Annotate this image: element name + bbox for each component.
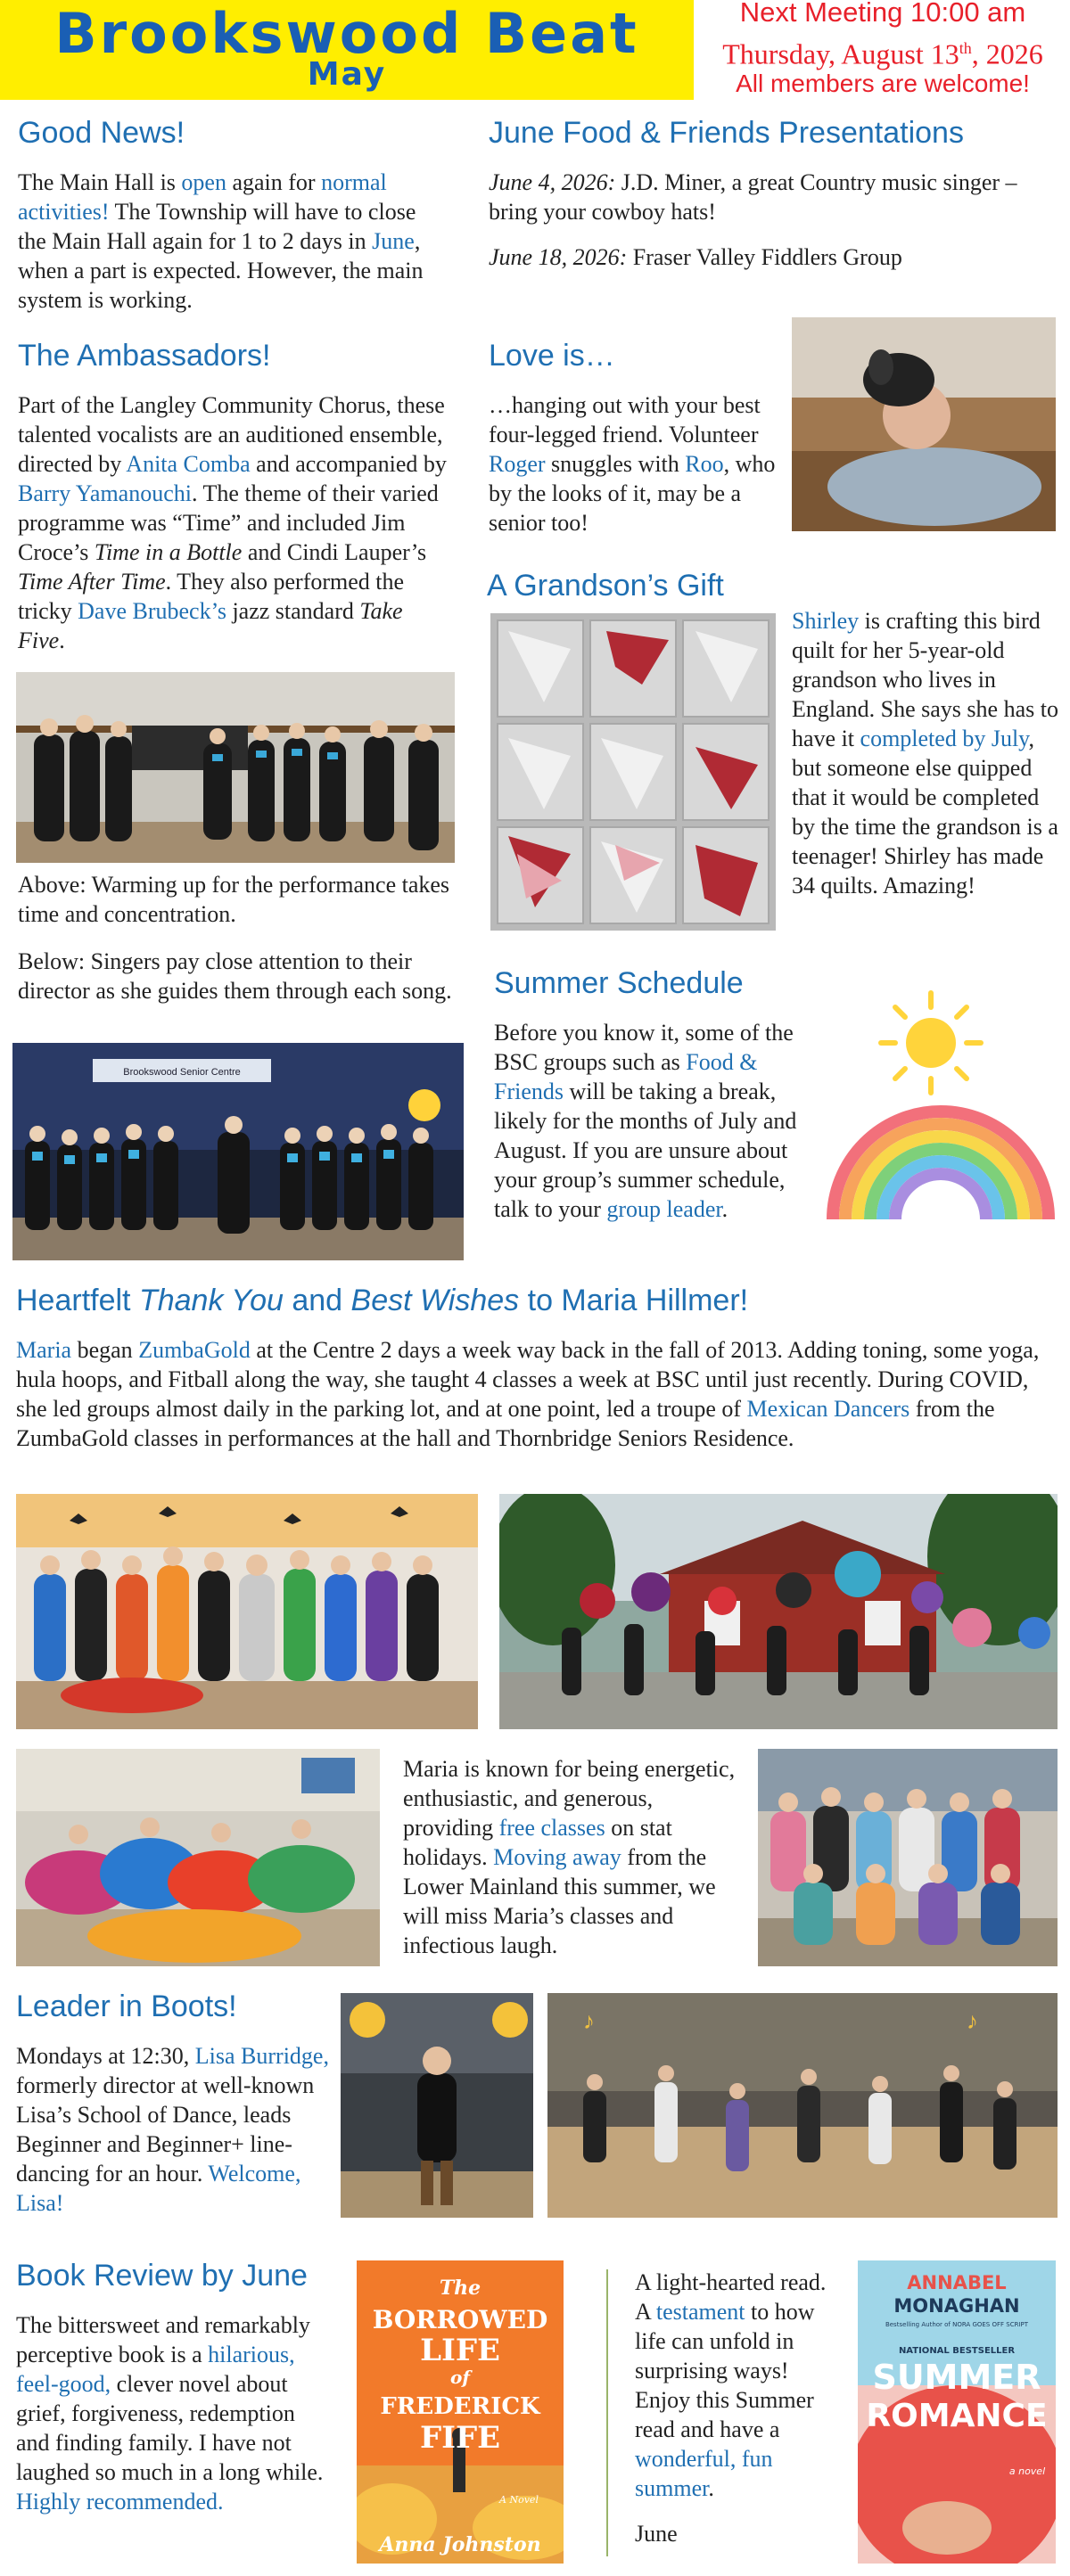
chorus-warmup-photo	[16, 672, 455, 863]
line-dancing-class-photo	[547, 1993, 1058, 2218]
centre-banner-text: Brookswood Senior Centre	[123, 1067, 241, 1078]
masthead-title: Brookswood Beat	[54, 1, 639, 66]
cover2-title2: ROMANCE	[866, 2398, 1048, 2434]
halloween-zumba-photo	[16, 1494, 478, 1729]
borrowed-life-book-cover	[357, 2260, 564, 2564]
grandson-gift-text: Shirley is crafting this bird quilt for her 5-year-old grandson who lives in England. She says she has to have it completed by July, but someone else quipped that it would be completed by the time the grandson is a teenager! Shirley has made 34 quilts. Amazing!	[792, 608, 1058, 898]
june-food-item-2: June 18, 2026: Fraser Valley Fiddlers Group	[489, 244, 902, 270]
meeting-date: Thursday, August 13th, 2026	[722, 37, 1043, 70]
summer-romance-text: A light-hearted read. A testament to how life can unfold in surprising ways! Enjoy this Summer read and have a wonderful, fun summer.	[635, 2269, 827, 2501]
cover2-title1: SUMMER	[872, 2358, 1041, 2397]
meeting-welcome: All members are welcome!	[736, 70, 1030, 97]
maria-thanks-title: Heartfelt Thank You and Best Wishes to Maria Hillmer!	[16, 1284, 749, 1317]
cover2-tagline: Bestselling Author of NORA GOES OFF SCRIPT	[885, 2321, 1029, 2328]
review-signature: June	[635, 2521, 678, 2547]
cover2-novel: a novel	[1008, 2465, 1046, 2477]
meeting-time: Next Meeting 10:00 am	[739, 0, 1026, 28]
summer-romance-book-cover	[858, 2260, 1056, 2564]
grandson-gift-title: A Grandson’s Gift	[487, 569, 724, 603]
book-review-title: Book Review by June	[16, 2259, 308, 2293]
cover2-national: NATIONAL BESTSELLER	[898, 2346, 1016, 2356]
chorus-performance-photo	[12, 1043, 464, 1260]
cover1-line1: BORROWED	[372, 2305, 548, 2334]
chorus-caption-below: Below: Singers pay close attention to their director as she guides them through each song.	[18, 948, 452, 1004]
book-review-text: The bittersweet and remarkably perceptive book is a hilarious, feel-good, clever novel about grief, forgiveness, redemption and finding family. I have not laughed so much in a long while. Highly recommended.	[16, 2312, 324, 2514]
maria-thanks-text: Maria began ZumbaGold at the Centre 2 days a week way back in the fall of 2013. Adding toning, some yoga, hula hoops, and Fitball along the way, she taught 4 classes a week at BSC until just recently. During COVID, she led groups almost daily in the parking lot, and at one point, led a troupe of Mexican Dancers from the ZumbaGold classes in performances at the hall and Thornbridge Seniors Residence.	[16, 1337, 1040, 1451]
lisa-dancing-photo	[341, 1993, 533, 2218]
cover1-line3: of	[450, 2367, 470, 2388]
summer-schedule-text: Before you know it, some of the BSC groups such as Food & Friends will be taking a break, likely for the months of July and August. If you are unsure about your group’s summer schedule, talk to your group leader.	[494, 1020, 797, 1222]
love-is-text: …hanging out with your best four-legged friend. Volunteer Roger snuggles with Roo, who by the looks of it, may be a senior too!	[489, 392, 776, 536]
roger-and-roo-photo	[792, 317, 1056, 531]
sun-rainbow-icon	[824, 989, 1058, 1225]
cover1-line5: FIFE	[419, 2420, 501, 2456]
masthead-month: May	[307, 56, 387, 93]
june-food-title: June Food & Friends Presentations	[489, 116, 964, 150]
svg-text:♪: ♪	[967, 2008, 978, 2034]
ambassadors-text: Part of the Langley Community Chorus, these talented vocalists are an auditioned ensemble, directed by Anita Comba and accompanied by Barry Yamanouchi. The theme of their varied programme was “Time” and included Jim Croce’s Time in a Bottle and Cindi Lauper’s Time After Time. They also performed the tricky Dave Brubeck’s jazz standard Take Five.	[18, 392, 447, 653]
love-is-title: Love is…	[489, 339, 615, 373]
cover1-the: The	[439, 2277, 482, 2300]
chorus-caption-above: Above: Warming up for the performance takes time and concentration.	[18, 872, 450, 927]
book-divider	[606, 2269, 608, 2556]
leader-boots-title: Leader in Boots!	[16, 1989, 237, 2023]
bird-quilt-photo	[490, 613, 776, 931]
svg-text:♪: ♪	[583, 2008, 595, 2034]
cover2-author1: ANNABEL	[907, 2272, 1007, 2293]
good-news-text: The Main Hall is open again for normal activities! The Township will have to close the Main Hall again for 1 to 2 days in June, when a part is expected. However, the main system is working.	[18, 169, 424, 313]
ambassadors-title: The Ambassadors!	[18, 339, 271, 373]
mexican-dancers-photo	[16, 1749, 380, 1966]
summer-schedule-title: Summer Schedule	[494, 966, 744, 1000]
class-group-photo	[758, 1749, 1058, 1966]
cover1-line2: LIFE	[420, 2333, 500, 2368]
cover1-author: Anna Johnston	[379, 2533, 541, 2556]
leader-boots-text: Mondays at 12:30, Lisa Burridge, formerly director at well-known Lisa’s School of Dance, leads Beginner and Beginner+ line-dancing for an hour. Welcome, Lisa!	[16, 2043, 329, 2216]
cover1-line4: FREDERICK	[380, 2393, 540, 2420]
maria-known-text: Maria is known for being energetic, enthusiastic, and generous, providing free classes on stat holidays. Moving away from the Lower Mainland this summer, we will miss Maria’s classes and infectious laugh.	[403, 1756, 736, 1958]
cover2-author2: MONAGHAN	[893, 2295, 1020, 2317]
good-news-title: Good News!	[18, 116, 185, 150]
fitball-outdoor-photo	[499, 1494, 1058, 1729]
june-food-item-1: June 4, 2026: J.D. Miner, a great Country music singer – bring your cowboy hats!	[489, 169, 1017, 225]
cover1-novel: A Novel	[499, 2494, 539, 2506]
